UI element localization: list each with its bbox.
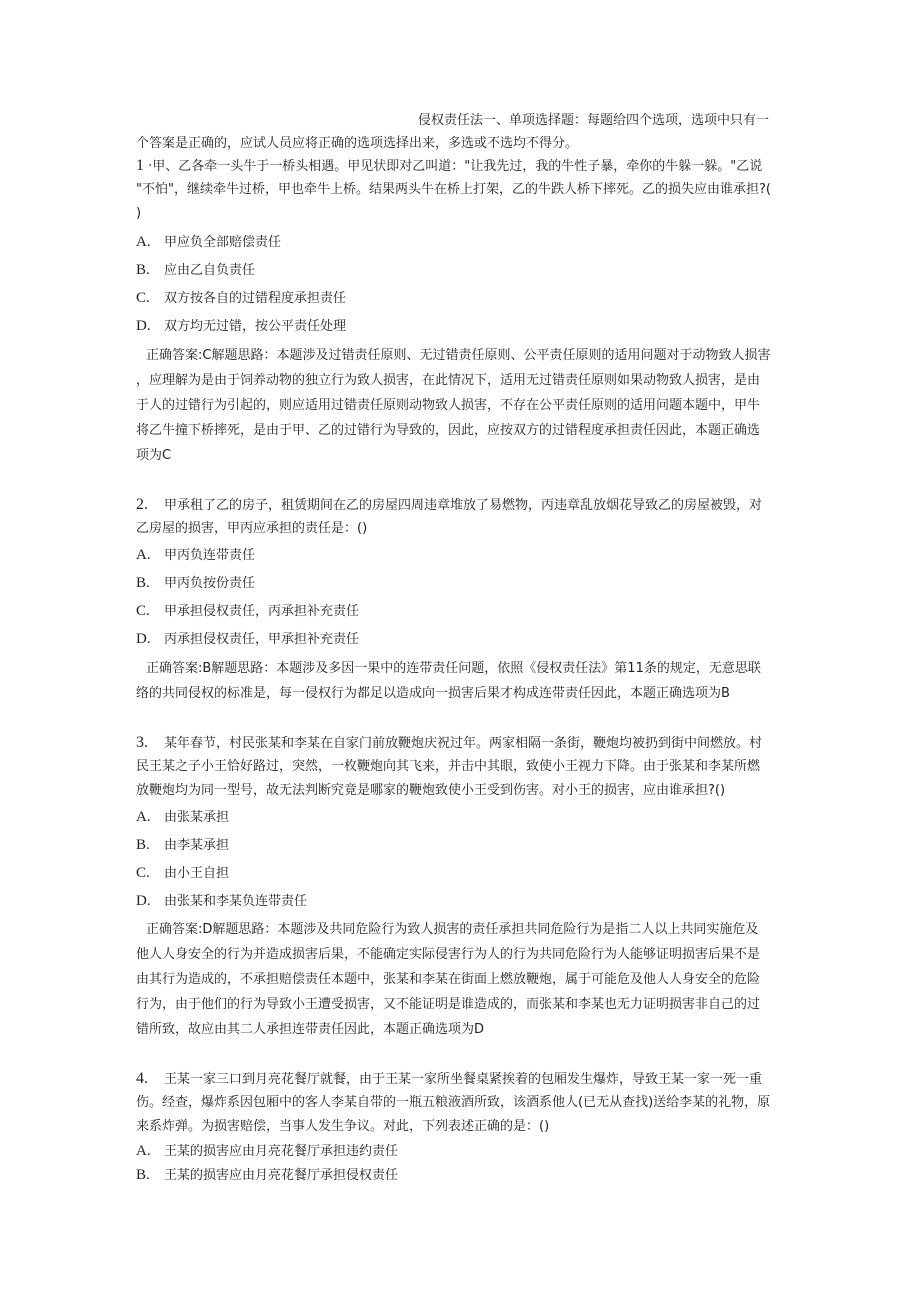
question-4-line-3: 来系炸弹。为损害赔偿，当事人发生争议。对此，下列表述正确的是：() [136, 1119, 550, 1134]
question-3-line-2: 民王某之子小王恰好路过，突然，一枚鞭炮向其飞来，并击中其眼，致使小王视力下降。由于张某和李某所燃 [136, 759, 761, 774]
question-3-option-b: B. 由李某承担 [136, 837, 230, 853]
question-1-answer-line-3: 于人的过错行为引起的，则应适用过错责任原则动物致人损害，不存在公平责任原则的适用问题本题中，甲牛 [136, 398, 761, 413]
question-2-option-a: A. 甲丙负连带责任 [136, 547, 256, 563]
question-2-line-1: 2. 甲承租了乙的房子，租赁期间在乙的房屋四周违章堆放了易燃物，丙违章乱放烟花导致乙的房屋被毁，对 [136, 496, 763, 513]
question-4-line-2: 伤。经查，爆炸系因包厢中的客人李某自带的一瓶五粮液酒所致，该酒系他人(已无从查找)送给李某的礼物，原 [136, 1095, 771, 1110]
question-3-option-a: A. 由张某承担 [136, 809, 230, 825]
question-2-answer-line-1: 正确答案:B解题思路：本题涉及多因一果中的连带责任问题，依照《侵权责任法》第11条的规定，无意思联 [146, 661, 761, 676]
question-3-option-d: D. 由张某和李某负连带责任 [136, 893, 308, 909]
question-3-answer-line-5: 错所致，故应由其二人承担连带责任因此，本题正确选项为D [136, 1022, 485, 1037]
question-4-number: 4. [136, 1070, 148, 1087]
question-3-line-1: 3. 某年春节，村民张某和李某在自家门前放鞭炮庆祝过年。两家相隔一条街，鞭炮均被扔到街中间燃放。村 [136, 734, 763, 751]
question-4-option-b: B. 王某的损害应由月亮花餐厅承担侵权责任 [136, 1167, 399, 1183]
question-2-option-d: D. 丙承担侵权责任，甲承担补充责任 [136, 631, 360, 647]
header-line-2: 个答案是正确的，应试人员应将正确的选项选择出来，多选或不选均不得分。 [136, 136, 579, 151]
question-2-option-b: B. 甲丙负按份责任 [136, 575, 256, 591]
question-3-option-c: C. 由小王自担 [136, 865, 230, 881]
question-1-line-2: "不怕"，继续牵牛过桥，甲也牵牛上桥。结果两头牛在桥上打架，乙的牛跌人桥下摔死。乙的损失应由谁承担?( [136, 182, 771, 197]
question-3-line-3: 放鞭炮均为同一型号，故无法判断究竟是哪家的鞭炮致使小王受到伤害。对小王的损害，应由谁承担?() [136, 783, 726, 798]
question-1-option-c: C. 双方按各自的过错程度承担责任 [136, 290, 347, 306]
question-4-option-a: A. 王某的损害应由月亮花餐厅承担违约责任 [136, 1143, 399, 1159]
question-2-line-2: 乙房屋的损害，甲丙应承担的责任是：() [136, 521, 368, 536]
question-1-line-3: ) [136, 206, 142, 221]
question-1-answer-line-4: 将乙牛撞下桥摔死，是由于甲、乙的过错行为导致的，因此，应按双方的过错程度承担责任因此，本题正确选 [136, 423, 761, 438]
question-1-number: 1 [136, 157, 144, 174]
question-1-line-1: 1 ·甲、乙各牵一头牛于一桥头相遇。甲见状即对乙叫道："让我先过，我的牛性子暴，牵你的牛躲一躲。"乙说 [136, 157, 763, 174]
question-1-answer-line-2: ，应理解为是由于饲养动物的独立行为致人损害，在此情况下，适用无过错责任原则如果动物致人损害，是由 [136, 373, 761, 388]
question-2-number: 2. [136, 496, 148, 513]
question-3-answer-line-3: 由其行为造成的，不承担赔偿责任本题中，张某和李某在街面上燃放鞭炮，属于可能危及他人人身安全的危险 [136, 972, 761, 987]
question-2-answer-line-2: 络的共同侵权的标准是，每一侵权行为都足以造成向一损害后果才构成连带责任因此，本题正确选项为B [136, 686, 730, 701]
question-1-answer-line-1: 正确答案:C解题思路：本题涉及过错责任原则、无过错责任原则、公平责任原则的适用问题对于动物致人损害 [146, 348, 771, 363]
question-1-answer-line-5: 项为C [136, 448, 172, 463]
question-1-option-a: A. 甲应负全部赔偿责任 [136, 234, 282, 250]
question-1-option-d: D. 双方均无过错，按公平责任处理 [136, 318, 347, 334]
header-line-1: 侵权责任法一、单项选择题：每题给四个选项，选项中只有一 [418, 113, 770, 128]
question-3-answer-line-1: 正确答案:D解题思路：本题涉及共同危险行为致人损害的责任承担共同危险行为是指二人以上共同实施危及 [146, 922, 759, 937]
question-4-line-1: 4. 王某一家三口到月亮花餐厅就餐，由于王某一家所坐餐桌紧挨着的包厢发生爆炸，导致王某一家一死一重 [136, 1070, 763, 1087]
question-3-answer-line-4: 行为，由于他们的行为导致小王遭受损害，又不能证明是谁造成的，而张某和李某也无力证明损害非自己的过 [136, 997, 761, 1012]
question-1-option-b: B. 应由乙自负责任 [136, 262, 256, 278]
question-3-number: 3. [136, 734, 148, 751]
question-3-answer-line-2: 他人人身安全的行为并造成损害后果，不能确定实际侵害行为人的行为共同危险行为人能够证明损害后果不是 [136, 947, 761, 962]
question-2-option-c: C. 甲承担侵权责任，丙承担补充责任 [136, 603, 360, 619]
